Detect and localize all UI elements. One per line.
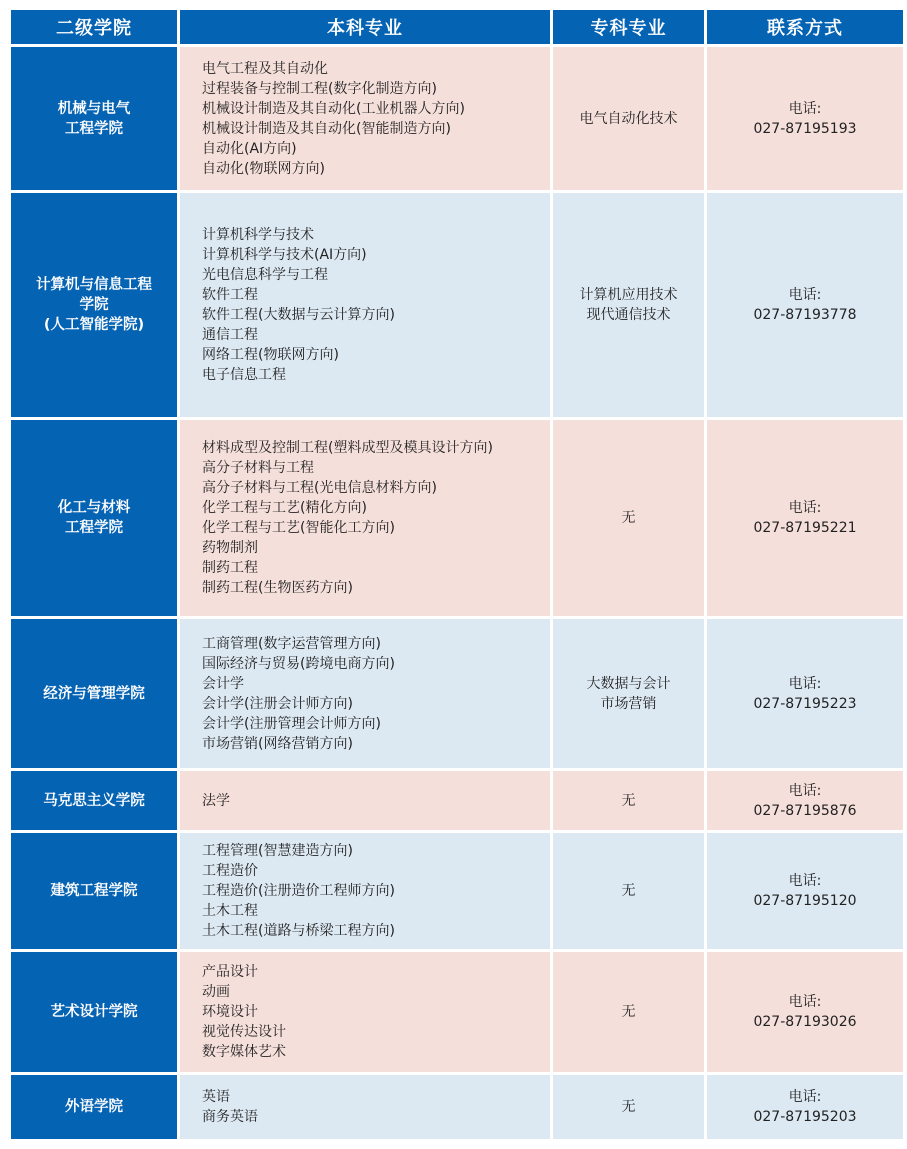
undergrad-line: 工程造价 — [202, 863, 258, 879]
contact-line: 027-87195223 — [753, 695, 857, 712]
junior-line: 无 — [621, 1099, 636, 1115]
table-row — [11, 420, 903, 616]
college-line: (人工智能学院) — [43, 317, 145, 333]
junior-cell — [553, 47, 704, 190]
contact-line: 027-87193778 — [753, 307, 857, 323]
undergrad-line: 商务英语 — [202, 1109, 258, 1125]
undergrad-cell — [180, 619, 550, 768]
contact-cell — [707, 833, 903, 949]
undergrad-line: 法学 — [202, 792, 230, 809]
junior-line: 无 — [621, 883, 636, 899]
undergrad-line: 计算机科学与技术 — [202, 227, 314, 243]
contact-cell — [707, 420, 903, 616]
table-body — [11, 47, 903, 1139]
header-contact: 联系方式 — [707, 10, 903, 44]
undergrad-line: 工程造价(注册造价工程师方向) — [202, 883, 395, 899]
junior-cell — [553, 771, 704, 830]
undergrad-line: 电气工程及其自动化 — [202, 60, 328, 77]
junior-line: 无 — [621, 1004, 636, 1020]
undergrad-line: 网络工程(物联网方向) — [202, 347, 339, 363]
contact-line: 027-87193026 — [753, 1014, 857, 1030]
table-row — [11, 1075, 903, 1139]
contact-cell — [707, 619, 903, 768]
undergrad-line: 自动化(物联网方向) — [202, 160, 325, 177]
contact-line: 电话: — [788, 287, 822, 303]
college-cell — [11, 1075, 177, 1139]
table-row — [11, 619, 903, 768]
contact-line: 电话: — [788, 1089, 822, 1105]
contact-cell — [707, 952, 903, 1072]
college-line: 建筑工程学院 — [50, 883, 138, 899]
undergrad-line: 土木工程(道路与桥梁工程方向) — [202, 923, 395, 939]
table-row — [11, 771, 903, 830]
contact-line: 027-87195120 — [753, 893, 857, 909]
college-cell — [11, 952, 177, 1072]
college-cell — [11, 420, 177, 616]
undergrad-line: 会计学(注册管理会计师方向) — [202, 715, 381, 732]
college-line: 机械与电气 — [57, 100, 131, 117]
undergrad-line: 制药工程 — [202, 560, 258, 576]
junior-line: 计算机应用技术 — [579, 287, 678, 303]
undergrad-line: 高分子材料与工程 — [202, 460, 314, 476]
college-line: 经济与管理学院 — [43, 685, 145, 702]
contact-cell — [707, 193, 903, 417]
contact-line: 027-87195193 — [753, 120, 857, 137]
college-line: 外语学院 — [65, 1099, 123, 1115]
contact-cell — [707, 1075, 903, 1139]
junior-cell — [553, 833, 704, 949]
contact-line: 电话: — [788, 675, 822, 692]
contact-cell — [707, 47, 903, 190]
undergrad-cell — [180, 833, 550, 949]
undergrad-line: 土木工程 — [202, 903, 258, 919]
table-row — [11, 952, 903, 1072]
undergrad-line: 机械设计制造及其自动化(智能制造方向) — [202, 120, 451, 137]
undergrad-cell — [180, 47, 550, 190]
undergrad-line: 材料成型及控制工程(塑料成型及模具设计方向) — [202, 440, 493, 456]
undergrad-line: 药物制剂 — [202, 540, 258, 556]
undergrad-cell — [180, 193, 550, 417]
junior-cell — [553, 420, 704, 616]
contact-line: 电话: — [788, 500, 822, 516]
undergrad-line: 化学工程与工艺(智能化工方向) — [202, 520, 395, 536]
college-cell — [11, 47, 177, 190]
college-cell — [11, 619, 177, 768]
junior-line: 电气自动化技术 — [579, 110, 678, 127]
contact-line: 027-87195203 — [753, 1109, 857, 1125]
junior-line: 无 — [621, 510, 636, 526]
undergrad-line: 机械设计制造及其自动化(工业机器人方向) — [202, 100, 465, 117]
undergrad-line: 英语 — [202, 1089, 230, 1105]
undergrad-line: 化学工程与工艺(精化方向) — [202, 500, 367, 516]
undergrad-line: 过程装备与控制工程(数字化制造方向) — [202, 80, 437, 97]
undergrad-line: 工程管理(智慧建造方向) — [202, 843, 353, 859]
contact-line: 电话: — [788, 782, 822, 799]
undergrad-line: 通信工程 — [202, 327, 258, 343]
undergrad-line: 自动化(AI方向) — [202, 140, 297, 157]
undergrad-line: 产品设计 — [202, 964, 258, 980]
college-line: 工程学院 — [65, 520, 123, 536]
junior-line: 现代通信技术 — [586, 307, 671, 323]
undergrad-line: 环境设计 — [202, 1004, 258, 1020]
college-line: 计算机与信息工程 — [36, 277, 152, 293]
undergrad-line: 动画 — [202, 984, 230, 1000]
college-cell — [11, 193, 177, 417]
junior-line: 大数据与会计 — [586, 675, 671, 692]
contact-line: 电话: — [788, 873, 822, 889]
undergrad-line: 数字媒体艺术 — [202, 1044, 286, 1060]
undergrad-line: 高分子材料与工程(光电信息材料方向) — [202, 480, 437, 496]
junior-line: 市场营销 — [600, 695, 657, 712]
undergrad-cell — [180, 420, 550, 616]
undergrad-cell — [180, 771, 550, 830]
header-college: 二级学院 — [11, 10, 177, 44]
header-junior: 专科专业 — [553, 10, 704, 44]
junior-cell — [553, 619, 704, 768]
junior-cell — [553, 193, 704, 417]
header-row — [11, 10, 903, 44]
undergrad-line: 国际经济与贸易(跨境电商方向) — [202, 655, 395, 672]
undergrad-line: 工商管理(数字运营管理方向) — [202, 635, 381, 652]
college-line: 工程学院 — [65, 120, 123, 137]
college-cell — [11, 771, 177, 830]
contact-line: 电话: — [788, 994, 822, 1010]
junior-line: 无 — [621, 792, 636, 809]
undergrad-line: 软件工程(大数据与云计算方向) — [202, 307, 395, 323]
college-line: 化工与材料 — [57, 500, 131, 516]
table-row — [11, 47, 903, 190]
contact-line: 027-87195876 — [753, 802, 857, 819]
undergrad-line: 会计学 — [202, 675, 244, 692]
undergrad-line: 计算机科学与技术(AI方向) — [202, 247, 367, 263]
undergrad-line: 电子信息工程 — [202, 367, 286, 383]
contact-cell — [707, 771, 903, 830]
majors-table — [8, 7, 906, 1142]
undergrad-cell — [180, 1075, 550, 1139]
college-line: 艺术设计学院 — [50, 1004, 138, 1020]
undergrad-line: 视觉传达设计 — [202, 1024, 286, 1040]
undergrad-line: 软件工程 — [202, 287, 258, 303]
junior-cell — [553, 952, 704, 1072]
college-line: 学院 — [79, 297, 109, 313]
undergrad-line: 光电信息科学与工程 — [202, 267, 328, 283]
college-cell — [11, 833, 177, 949]
undergrad-line: 市场营销(网络营销方向) — [202, 735, 353, 752]
undergrad-cell — [180, 952, 550, 1072]
undergrad-line: 制药工程(生物医药方向) — [202, 580, 353, 596]
contact-line: 电话: — [788, 100, 822, 117]
undergrad-line: 会计学(注册会计师方向) — [202, 695, 353, 712]
junior-cell — [553, 1075, 704, 1139]
table-row — [11, 833, 903, 949]
table-row — [11, 193, 903, 417]
contact-line: 027-87195221 — [753, 520, 857, 536]
college-line: 马克思主义学院 — [43, 792, 145, 809]
header-undergrad: 本科专业 — [180, 10, 550, 44]
